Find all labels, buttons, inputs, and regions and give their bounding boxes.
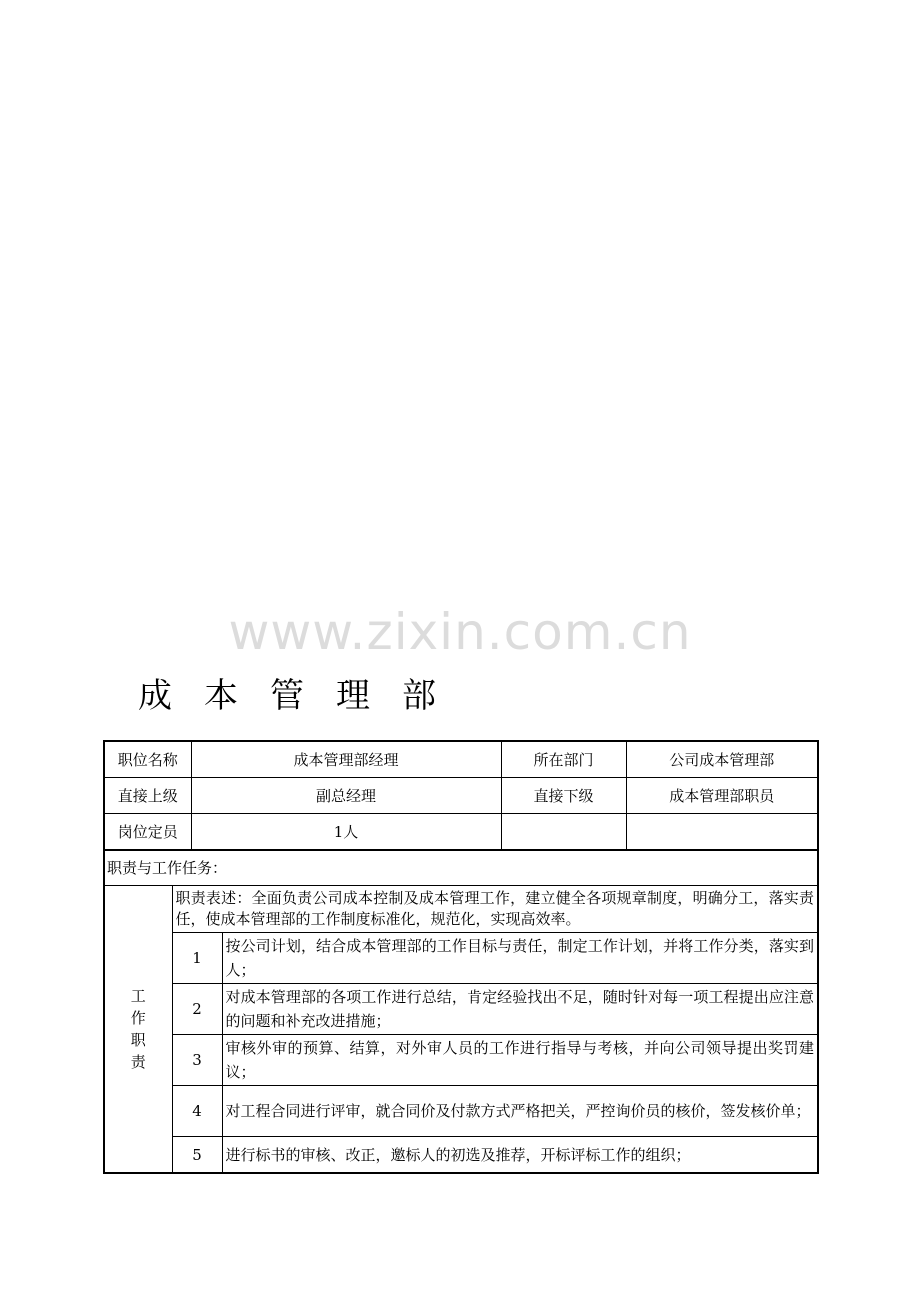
side-label-char: 作 <box>130 1009 146 1027</box>
watermark: www.zixin.com.cn <box>228 603 692 661</box>
label-position-name: 职位名称 <box>104 741 191 778</box>
item-number: 5 <box>172 1137 222 1174</box>
item-number: 4 <box>172 1086 222 1137</box>
value-direct-superior: 副总经理 <box>191 778 501 814</box>
table-row <box>104 741 818 778</box>
table-row <box>104 850 818 886</box>
table-row <box>104 778 818 814</box>
side-label <box>104 886 172 1174</box>
duties-header: 职责与工作任务： <box>104 850 818 886</box>
item-text: 进行标书的审核、改正，邀标人的初选及推荐，开标评标工作的组织； <box>222 1137 818 1174</box>
item-text: 按公司计划，结合成本管理部的工作目标与责任，制定工作计划，并将工作分类，落实到人； <box>222 933 818 984</box>
position-info-table <box>103 740 819 851</box>
side-label-char: 职 <box>130 1031 146 1049</box>
page-title: 成本管理部 <box>138 676 468 716</box>
side-label-char: 工 <box>130 987 146 1005</box>
item-text: 审核外审的预算、结算，对外审人员的工作进行指导与考核，并向公司领导提出奖罚建议； <box>222 1035 818 1086</box>
value-position-name: 成本管理部经理 <box>191 741 501 778</box>
table-row <box>104 984 818 1035</box>
item-number: 1 <box>172 933 222 984</box>
value-direct-subordinate: 成本管理部职员 <box>626 778 818 814</box>
item-text: 对成本管理部的各项工作进行总结，肯定经验找出不足，随时针对每一项工程提出应注意的问题和补充改进措施； <box>222 984 818 1035</box>
value-headcount: 1人 <box>191 814 501 851</box>
table-row <box>104 1035 818 1086</box>
side-label-char: 责 <box>130 1053 146 1071</box>
duty-summary: 职责表述：全面负责公司成本控制及成本管理工作，建立健全各项规章制度，明确分工，落实责任，使成本管理部的工作制度标准化，规范化，实现高效率。 <box>172 886 818 933</box>
empty-cell <box>626 814 818 851</box>
value-department: 公司成本管理部 <box>626 741 818 778</box>
table-row <box>104 886 818 933</box>
item-number: 3 <box>172 1035 222 1086</box>
label-department: 所在部门 <box>501 741 626 778</box>
item-number: 2 <box>172 984 222 1035</box>
label-direct-subordinate: 直接下级 <box>501 778 626 814</box>
table-row <box>104 1086 818 1137</box>
table-row <box>104 814 818 851</box>
item-text: 对工程合同进行评审，就合同价及付款方式严格把关，严控询价员的核价，签发核价单； <box>222 1086 818 1137</box>
table-row <box>104 933 818 984</box>
empty-cell <box>501 814 626 851</box>
label-headcount: 岗位定员 <box>104 814 191 851</box>
duties-table <box>103 849 819 1174</box>
label-direct-superior: 直接上级 <box>104 778 191 814</box>
table-row <box>104 1137 818 1174</box>
